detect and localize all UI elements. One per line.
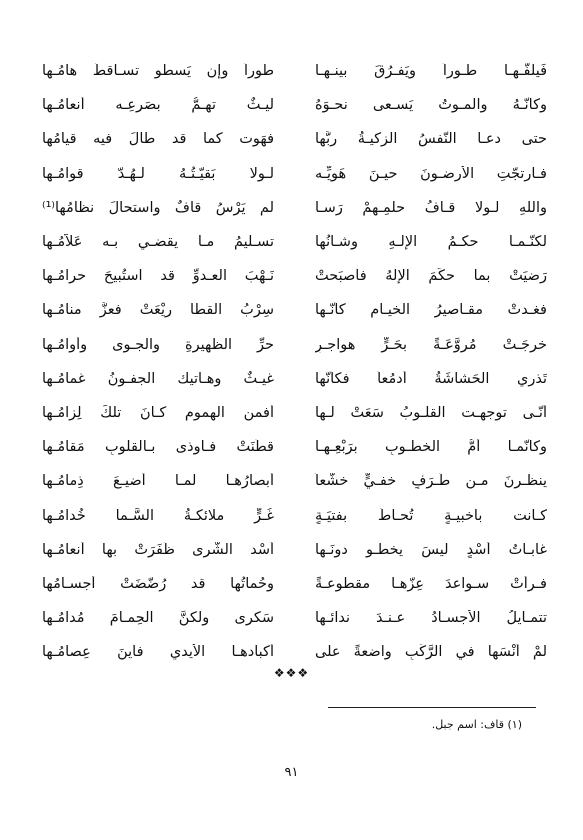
verse-first-hemistich: واللهِ لـولا قـافُ حلمِـهِمْ رَسـا xyxy=(315,199,547,216)
verse-line xyxy=(42,567,547,601)
verse-first-hemistich: ينظـرنَ مـن طَـرَفٍ خفـيٍّ خشّعاً xyxy=(315,473,547,490)
verse-second-hemistich: وحُماتُها قد رُضّضَتْ أجسـامُها xyxy=(42,575,274,592)
verse-line xyxy=(42,88,547,122)
verse-second-hemistich: أكبادهـا الأيدي فأينَ عِصامُـها xyxy=(42,644,274,661)
verse-line xyxy=(42,396,547,430)
verse-second-hemistich: لم يَرْسُ قافٌ واستحالَ نظامُها⁽¹⁾ xyxy=(42,199,274,216)
verse-line xyxy=(42,293,547,327)
verse-first-hemistich: خرجَـتْ مُروَّعَـةً بحَـرٍّ هواجـرٍ xyxy=(315,336,547,353)
verse-first-hemistich: وكأنّمـا أمُّ الخطـوبِ برَبْعِـهـا xyxy=(315,439,547,456)
verse-line xyxy=(42,122,547,156)
verse-second-hemistich: أبصارُهـا لمـا أُضيـعَ ذِمامُـها xyxy=(42,473,274,490)
verse-first-hemistich: لكنّـمـا حكـمُ الإلـهِ وشـأنُها xyxy=(315,234,547,251)
verse-line xyxy=(42,259,547,293)
verse-line xyxy=(42,328,547,362)
verse-second-hemistich: سِرْبُ القطا ريْعَتْ فعزَّ منامُـها xyxy=(42,302,274,319)
footnote: (١) قاف: اسم جبل. xyxy=(431,718,522,731)
verse-line xyxy=(42,430,547,464)
verse-first-hemistich: كـانت بأخبيـةٍ تُحـاطُ بفتيَـةٍ xyxy=(315,507,547,524)
page-number: ٩١ xyxy=(284,765,299,780)
verse-second-hemistich: حرِّ الظهيرةِ والجـوى وأوامُـها xyxy=(42,336,274,353)
verse-second-hemistich: لـولا بَقيّـتُـهُ لـهُـدّ قوامُـها xyxy=(42,165,274,182)
verse-second-hemistich: أفمن الهموم كـانَ تلكَ لِزامُـها xyxy=(42,404,274,421)
verse-second-hemistich: سَكرى ولكنَّ الحِمـامَ مُدامُـها xyxy=(42,610,274,627)
verse-first-hemistich: فغـدتْ مقـاصيرُ الخيـامِ كأنّـها xyxy=(315,302,547,319)
verse-line xyxy=(42,464,547,498)
verse-second-hemistich: فهَوت كما قد طالَ فيه قيامُها xyxy=(42,131,274,148)
verse-second-hemistich: قطَنَتْ فـاوذى بـالقلوبِ مَقامُـها xyxy=(42,439,274,456)
verse-first-hemistich: فـارتجّتِ الأرضـونَ حيـنَ هَويِّـه xyxy=(315,165,547,182)
verse-second-hemistich: غُـرٍّ ملائكـةُ السَّـما خُدامُـها xyxy=(42,507,274,524)
verse-first-hemistich: تتمـايلُ الأجسـادُ عـنـدَ ندائـها xyxy=(315,610,547,627)
footnote-rule xyxy=(328,707,536,708)
verse-line xyxy=(42,54,547,88)
verse-line xyxy=(42,635,547,669)
verse-line xyxy=(42,157,547,191)
verse-first-hemistich: حتى دعـا النّفسُ الزكيـةُ ربَّها xyxy=(315,131,547,148)
verse-line xyxy=(42,533,547,567)
verse-line xyxy=(42,498,547,532)
verse-line xyxy=(42,191,547,225)
verse-line xyxy=(42,225,547,259)
verse-line xyxy=(42,362,547,396)
verse-first-hemistich: رَضيَتْ بما حكَمَ الإلهُ فأصبَحتْ xyxy=(315,268,547,285)
poem-verses xyxy=(42,54,547,669)
verse-first-hemistich: وكأنّـهُ والمـوتُ يَسـعى نحـوَهُ xyxy=(315,97,547,114)
verse-first-hemistich: أنّـى توجهـت القلـوبُ سَعَتْ لـها xyxy=(315,404,547,421)
verse-first-hemistich: فـرأتْ سـواعدَ عِزّهـا مقطوعـةً xyxy=(315,575,547,592)
verse-second-hemistich: أُسْد الشَّرى ظَفَرَتْ بها أنعامُـها xyxy=(42,541,274,558)
verse-first-hemistich: غابـاتُ أُسْدٍ ليسَ يخطـو دونَـها xyxy=(315,541,547,558)
section-ornament: ❖❖❖ xyxy=(273,666,310,680)
verse-second-hemistich: غيـثٌ وهـاتيك الجفـونُ غمامُـها xyxy=(42,370,274,387)
verse-second-hemistich: تسـليمُ مـا يقضـي بـه عَلاّمُـها xyxy=(42,234,274,251)
verse-first-hemistich: فَيلفُّـهـا طـوراً ويَفـرُقَ بينـهـا xyxy=(315,63,547,80)
verse-second-hemistich: نَـهْبَ العـدوِّ قد استُبيحَ حرامُـها xyxy=(42,268,274,285)
verse-second-hemistich: طوراً وإن يَسطو تسـاقطَ هامُـها xyxy=(42,63,274,80)
verse-first-hemistich: تَذري الحَشاشَةُ أدمُعاً فكأنّها xyxy=(315,370,547,387)
verse-second-hemistich: ليـثٌ تهـمُّ بصَرعِـه أنعامُـها xyxy=(42,97,274,114)
verse-first-hemistich: لمْ أنْسَها في الرَّكْبِ واضعةً على xyxy=(315,644,547,661)
verse-line xyxy=(42,601,547,635)
